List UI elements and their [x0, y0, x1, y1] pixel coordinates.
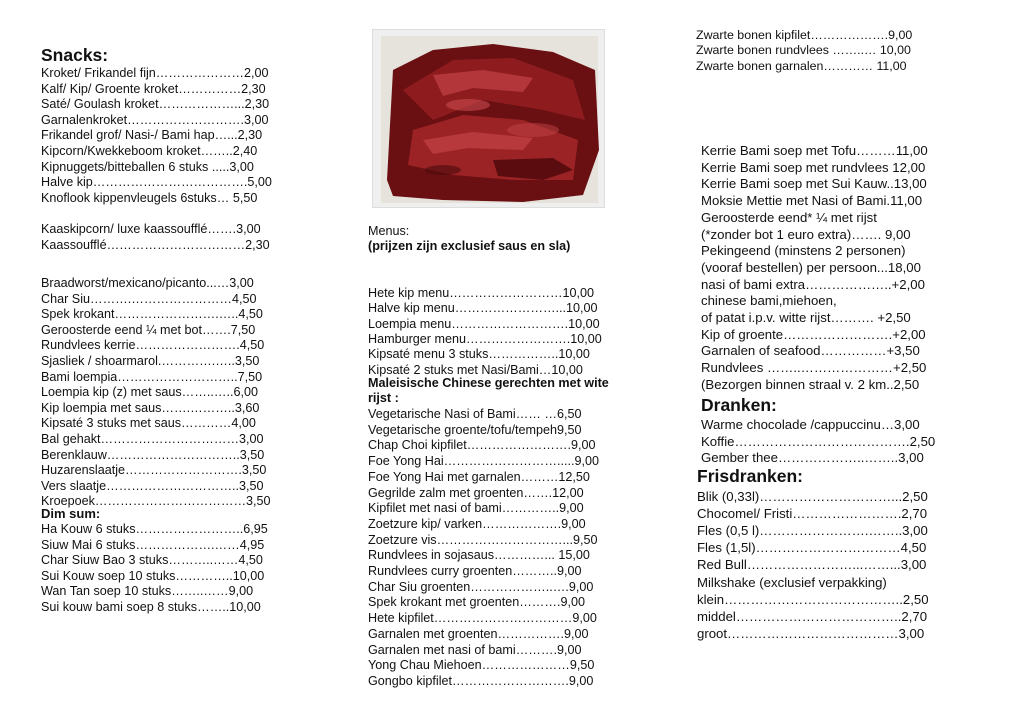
menu-item: Moksie Mettie met Nasi of Bami.11,00 — [701, 193, 923, 209]
menu-item: Berenklauw…………………………..3,50 — [41, 447, 265, 462]
menu-item: Warme chocolade /cappuccinu…3,00 — [701, 417, 920, 432]
menu-item: Huzarenslaatje……………………….3,50 — [41, 463, 267, 478]
menu-item: Gongbo kipfilet……………………….9,00 — [368, 673, 594, 688]
menus-note: (prijzen zijn exclusief saus en sla) — [368, 239, 571, 253]
menu-item: Halve kip menu……………………...10,00 — [368, 301, 598, 316]
malay-heading-cont: rijst : — [368, 391, 399, 405]
menu-item: Vers slaatje…………………………..3,50 — [41, 478, 264, 493]
menu-item: chinese bami,miehoen, — [701, 293, 837, 309]
malay-heading: Maleisische Chinese gerechten met wite — [368, 376, 609, 390]
menu-item: Kerrie Bami soep met Sui Kauw..13,00 — [701, 176, 927, 192]
menu-item: Char Siu……….……………………4,50 — [41, 291, 257, 306]
menu-item: Wan Tan soep 10 stuks……..……9,00 — [41, 584, 254, 599]
menu-item: groot…………………………………3,00 — [697, 625, 925, 641]
menu-item: Foe Yong Hai……………………….....9,00 — [368, 454, 599, 469]
menu-item: Braadworst/mexicano/picanto...…3,00 — [41, 276, 254, 290]
dish-photo — [372, 29, 605, 208]
menu-item: Chap Choi kipfilet…………………….9,00 — [368, 438, 596, 453]
menu-item: Kalf/ Kip/ Groente kroket……………2,30 — [41, 81, 266, 96]
menu-item: Zoetzure vis…………………………...9,50 — [368, 532, 598, 547]
menu-item: Foe Yong Hai met garnalen………12,50 — [368, 469, 590, 484]
menu-item: Garnalen of seafood……………+3,50 — [701, 343, 920, 359]
menu-item: Milkshake (exclusief verpakking) — [697, 574, 887, 590]
menu-item: Ha Kouw 6 stuks……………………..6,95 — [41, 522, 268, 536]
menu-item: Pekingeend (minstens 2 personen) — [701, 243, 906, 259]
menu-item: Char Siu groenten………………..….9,00 — [368, 579, 594, 594]
menu-item: Kaaskipcorn/ luxe kaassoufflé…….3,00 — [41, 222, 261, 236]
menu-item: Blik (0,33l)…………………………...2,50 — [697, 489, 928, 504]
menu-item: Loempia kip (z) met saus……..…..6,00 — [41, 385, 258, 400]
menu-item: of patat i.p.v. witte rijst………. +2,50 — [701, 310, 911, 325]
menu-item: Fles (1,5l)……………………………4,50 — [697, 540, 927, 556]
menu-item: Loempia menu……………………….10,00 — [368, 316, 600, 331]
menu-item: Kipsaté 3 stuks met saus…………4,00 — [41, 416, 256, 431]
menu-item: Vegetarische Nasi of Bami…… …6,50 — [368, 407, 582, 421]
menu-item: Kroket/ Frikandel fijn…………………2,00 — [41, 66, 269, 80]
menu-item: Garnalen met groenten…………….9,00 — [368, 626, 589, 641]
menu-item: Koffie………………………………….2,50 — [701, 433, 936, 449]
menu-item: Geroosterde eend* ¼ met rijst — [701, 209, 877, 225]
frisdranken-heading: Frisdranken: — [697, 466, 803, 486]
menu-item: Rundvlees kerrie…………………….4,50 — [41, 338, 265, 353]
dimsum-heading: Dim sum: — [41, 506, 101, 521]
menu-item: Frikandel grof/ Nasi-/ Bami hap…...2,30 — [41, 128, 263, 143]
menu-item: Halve kip……………………………….5,00 — [41, 175, 272, 190]
menu-item: (*zonder bot 1 euro extra)……. 9,00 — [701, 226, 911, 242]
menu-item: Chocomel/ Fristi…………………….2,70 — [697, 506, 928, 522]
menu-item: Kip loempia met saus…….………..3,60 — [41, 400, 260, 415]
menu-item: Gegrilde zalm met groenten…….12,00 — [368, 485, 584, 500]
menu-item: Gember thee………………..……..3,00 — [701, 450, 924, 465]
menus-label: Menus: — [368, 224, 410, 238]
menu-item: Garnalen met nasi of bami……….9,00 — [368, 642, 582, 657]
menu-item: Geroosterde eend ¼ met bot…….7,50 — [41, 322, 256, 337]
dranken-heading: Dranken: — [701, 395, 777, 415]
menu-item: Zoetzure kip/ varken……………….9,00 — [368, 516, 586, 531]
menu-item: middel………………………………..2,70 — [697, 608, 928, 624]
menu-item: Hete kip menu………………………10,00 — [368, 286, 595, 300]
menu-item: (Bezorgen binnen straal v. 2 km..2,50 — [701, 376, 920, 392]
menu-item: Sjasliek / shoarmarol.………….…..3,50 — [41, 354, 260, 368]
menu-item: Saté/ Goulash kroket………………...2,30 — [41, 97, 270, 112]
menu-item: Kerrie Bami soep met Tofu………11,00 — [701, 143, 928, 158]
menu-item: Rundvlees ……..…………………+2,50 — [701, 360, 927, 376]
menu-item: Knoflook kippenvleugels 6stuks… 5,50 — [41, 190, 258, 205]
menu-item: Zwarte bonen kipfilet……………….9,00 — [696, 28, 913, 42]
menu-item: Kerrie Bami soep met rundvlees 12,00 — [701, 159, 926, 175]
menu-item: Spek krokant met groenten……….9,00 — [368, 595, 586, 610]
menu-item: Kipnuggets/bitteballen 6 stuks .....3,00 — [41, 159, 254, 174]
menu-item: Rundvlees in sojasaus…………... 15,00 — [368, 548, 590, 563]
menu-item: Zwarte bonen garnalen………… 11,00 — [696, 58, 907, 73]
menu-item: Bal gehakt……………………………3,00 — [41, 432, 264, 446]
menu-item: Spek krokant…………………….…..4,50 — [41, 307, 263, 322]
menu-item: Zwarte bonen rundvlees ……..… 10,00 — [696, 43, 911, 58]
menu-item: Red Bull……………………...……...3,00 — [697, 557, 927, 573]
menu-item: Rundvlees curry groenten………..9,00 — [368, 564, 582, 578]
menu-item: Hete kipfilet……………………………9,00 — [368, 611, 597, 626]
menu-item: Kaassoufflé……………………………2,30 — [41, 237, 270, 252]
menu-item: Kipsaté menu 3 stuks……………..10,00 — [368, 347, 590, 362]
menu-item: Siuw Mai 6 stuks……………….……4,95 — [41, 537, 265, 552]
roast-meat-image — [373, 30, 605, 208]
menu-item: Kipsaté 2 stuks met Nasi/Bami…10,00 — [368, 362, 583, 377]
menu-item: Sui kouw bami soep 8 stuks……..10,00 — [41, 600, 261, 614]
menu-item: Kip of groente…………………….+2,00 — [701, 326, 926, 342]
menu-item: Hamburger menu…………………….10,00 — [368, 331, 602, 346]
menu-item: Char Siuw Bao 3 stuks………..……4,50 — [41, 553, 263, 568]
menu-item: Fles (0,5 l)…………………….……..3,00 — [697, 523, 928, 539]
menu-item: Kipfilet met nasi of bami…………..9,00 — [368, 501, 584, 516]
menu-item: Vegetarische groente/tofu/tempeh9,50 — [368, 422, 582, 437]
menu-item: Kipcorn/Kwekkeboom kroket……..2,40 — [41, 144, 258, 158]
menu-item: (vooraf bestellen) per persoon...18,00 — [701, 259, 921, 275]
menu-item: Bami loempia………………………..7,50 — [41, 369, 263, 384]
snacks-heading: Snacks: — [41, 45, 109, 65]
menu-item: Garnalenkroket……………………….3,00 — [41, 112, 269, 127]
menu-item: Sui Kouw soep 10 stuks…………..10,00 — [41, 568, 265, 583]
menu-item: Yong Chau Miehoen…………………9,50 — [368, 658, 595, 673]
menu-item: klein…………………………………..2,50 — [697, 591, 929, 607]
menu-item: nasi of bami extra………………..+2,00 — [701, 276, 925, 292]
menu-item: Kroepoek………………………………3,50 — [41, 494, 271, 509]
